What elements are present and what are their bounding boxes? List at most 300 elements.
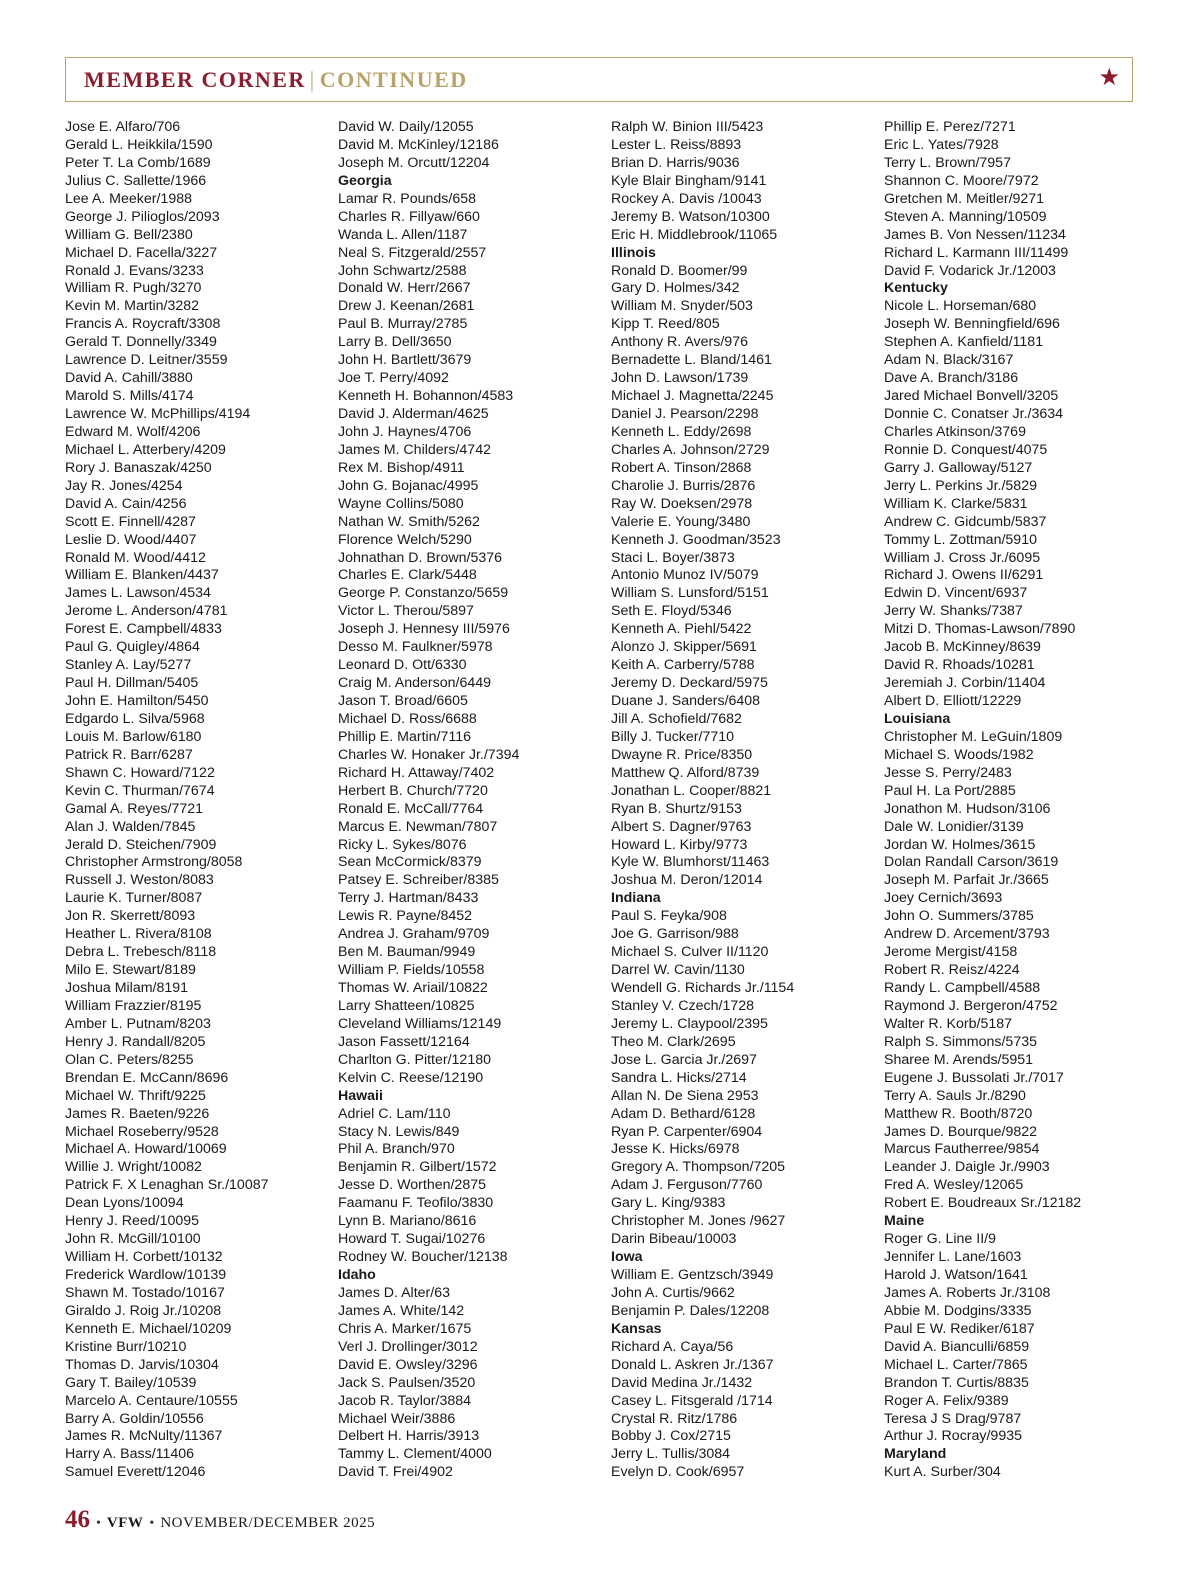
member-entry: James L. Lawson/4534 [65,585,211,602]
member-entry: Donald W. Herr/2667 [338,280,471,297]
member-entry: Eric L. Yates/7928 [884,136,999,153]
state-heading: Illinois [611,244,656,261]
member-entry: Kyle Blair Bingham/9141 [611,172,767,189]
issue-date: NOVEMBER/DECEMBER 2025 [160,1515,376,1531]
member-entry: Adam D. Bethard/6128 [611,1105,756,1122]
names-column-2 [338,119,603,1482]
member-entry: Delbert H. Harris/3913 [338,1428,480,1445]
member-entry: Rodney W. Boucher/12138 [338,1249,508,1266]
member-entry: Phillip E. Perez/7271 [884,119,1016,135]
member-entry: James A. White/142 [338,1302,465,1319]
member-entry: David R. Rhoads/10281 [884,657,1035,674]
member-entry: Ben M. Bauman/9949 [338,944,476,961]
member-entry: Michael D. Facella/3227 [65,244,218,261]
member-entry: Joshua Milam/8191 [65,980,189,996]
member-entry: Paul B. Murray/2785 [338,316,468,333]
member-entry: Shawn M. Tostado/10167 [65,1284,225,1301]
state-heading: Kentucky [884,280,948,297]
member-entry: Gerald T. Donnelly/3349 [65,334,217,351]
member-entry: Charles A. Johnson/2729 [611,441,770,458]
member-entry: James B. Von Nessen/11234 [884,226,1066,243]
member-entry: David A. Cain/4256 [65,495,187,512]
member-entry: David J. Alderman/4625 [338,406,489,422]
member-entry: Cleveland Williams/12149 [338,1015,502,1032]
member-entry: Forest E. Campbell/4833 [65,621,222,638]
member-entry: Keith A. Carberry/5788 [611,657,755,674]
member-entry: Michael W. Thrift/9225 [65,1087,206,1104]
member-entry: Sandra L. Hicks/2714 [611,1069,747,1086]
state-heading: Hawaii [338,1087,383,1104]
member-entry: Florence Welch/5290 [338,531,472,548]
member-entry: Charolie J. Burris/2876 [611,477,756,494]
member-entry: James D. Alter/63 [338,1284,450,1301]
member-entry: Jesse S. Perry/2483 [884,764,1012,781]
page-footer [65,1506,375,1534]
member-entry: Jerry L. Tullis/3084 [611,1446,731,1463]
member-entry: Albert D. Elliott/12229 [884,693,1022,709]
member-entry: Adam J. Ferguson/7760 [611,1177,763,1194]
member-entry: Chris A. Marker/1675 [338,1320,472,1337]
member-entry: Jill A. Schofield/7682 [611,710,742,727]
page-number: 46 [65,1506,90,1533]
member-entry: Gretchen M. Meitler/9271 [884,190,1045,207]
member-entry: Michael A. Howard/10069 [65,1141,227,1158]
member-entry: William M. Snyder/503 [611,298,753,315]
member-entry: Shannon C. Moore/7972 [884,172,1039,189]
member-entry: John D. Lawson/1739 [611,370,749,387]
member-entry: Marcelo A. Centaure/10555 [65,1392,238,1409]
member-entry: Leonard D. Ott/6330 [338,657,467,674]
names-column-1 [65,119,330,1482]
member-entry: Jeremy L. Claypool/2395 [611,1015,768,1032]
member-entry: Bobby J. Cox/2715 [611,1428,731,1445]
member-entry: Kevin M. Martin/3282 [65,298,200,315]
member-entry: James R. McNulty/11367 [65,1428,223,1445]
member-entry: Richard A. Caya/56 [611,1338,734,1355]
member-entry: Harold J. Watson/1641 [884,1267,1028,1283]
state-heading: Maine [884,1213,925,1230]
member-entry: Ray W. Doeksen/2978 [611,495,753,512]
member-entry: Lamar R. Pounds/658 [338,190,477,207]
member-entry: Lynn B. Mariano/8616 [338,1213,477,1230]
member-entry: Crystal R. Ritz/1786 [611,1410,738,1427]
member-entry: Jason Fassett/12164 [338,1033,470,1050]
member-entry: Kurt A. Surber/304 [884,1464,1001,1481]
member-entry: William J. Cross Jr./6095 [884,549,1041,566]
member-entry: Kelvin C. Reese/12190 [338,1069,484,1086]
member-entry: Gary L. King/9383 [611,1195,726,1212]
member-entry: Albert S. Dagner/9763 [611,818,752,835]
member-entry: Kenneth H. Bohannon/4583 [338,388,514,405]
member-entry: Kenneth A. Piehl/5422 [611,621,752,638]
member-entry: Robert A. Tinson/2868 [611,459,752,476]
member-entry: William E. Blanken/4437 [65,567,219,584]
member-entry: Jerome Mergist/4158 [884,944,1018,961]
member-entry: Christopher M. LeGuin/1809 [884,728,1063,745]
member-entry: Julius C. Sallette/1966 [65,172,207,189]
member-entry: Adriel C. Lam/110 [338,1105,451,1122]
member-entry: Fred A. Wesley/12065 [884,1177,1024,1194]
member-entry: Stanley A. Lay/5277 [65,657,192,674]
member-entry: Wendell G. Richards Jr./1154 [611,980,795,996]
member-entry: Gerald L. Heikkila/1590 [65,136,213,153]
member-entry: Michael D. Ross/6688 [338,710,477,727]
member-entry: Brendan E. McCann/8696 [65,1069,229,1086]
member-entry: Rory J. Banaszak/4250 [65,459,212,476]
footer-bullet: • [96,1516,101,1531]
member-entry: Laurie K. Turner/8087 [65,890,203,907]
member-entry: Jeremy D. Deckard/5975 [611,675,768,692]
member-entry: Dave A. Branch/3186 [884,370,1019,387]
member-entry: Frederick Wardlow/10139 [65,1267,227,1283]
member-entry: Jonathan L. Cooper/8821 [611,782,772,799]
state-heading: Idaho [338,1267,376,1283]
member-entry: Marcus E. Newman/7807 [338,818,498,835]
member-entry: Thomas W. Ariail/10822 [338,980,488,996]
member-entry: Neal S. Fitzgerald/2557 [338,244,487,261]
member-entry: Staci L. Boyer/3873 [611,549,735,566]
member-entry: Dwayne R. Price/8350 [611,746,753,763]
member-entry: David M. McKinley/12186 [338,136,499,153]
member-entry: Olan C. Peters/8255 [65,1051,194,1068]
member-entry: Alan J. Walden/7845 [65,818,196,835]
member-entry: Gary T. Bailey/10539 [65,1374,197,1391]
member-entry: William S. Lunsford/5151 [611,585,769,602]
member-entry: Charles R. Fillyaw/660 [338,208,480,225]
state-heading: Indiana [611,890,661,907]
names-column-3 [611,119,876,1482]
member-entry: Ralph W. Binion III/5423 [611,119,764,135]
member-entry: Robert E. Boudreaux Sr./12182 [884,1195,1082,1212]
member-entry: James D. Bourque/9822 [884,1123,1038,1140]
member-entry: John G. Bojanac/4995 [338,477,479,494]
member-entry: Darrel W. Cavin/1130 [611,962,745,979]
member-entry: Michael S. Culver II/1120 [611,944,769,961]
state-heading: Iowa [611,1249,643,1266]
member-entry: Peter T. La Comb/1689 [65,154,211,171]
member-entry: Drew J. Keenan/2681 [338,298,475,315]
member-entry: Paul G. Quigley/4864 [65,639,200,656]
member-entry: Ronald M. Wood/4412 [65,549,206,566]
member-entry: Roger A. Felix/9389 [884,1392,1009,1409]
member-entry: Kenneth L. Eddy/2698 [611,423,752,440]
member-entry: Ronald J. Evans/3233 [65,262,204,279]
member-entry: Randy L. Campbell/4588 [884,980,1041,996]
member-entry: Jeremy B. Watson/10300 [611,208,770,225]
member-entry: Larry B. Dell/3650 [338,334,452,351]
member-entry: Michael J. Magnetta/2245 [611,388,774,405]
member-entry: Debra L. Trebesch/8118 [65,944,217,961]
member-entry: Ronnie D. Conquest/4075 [884,441,1048,458]
member-entry: Seth E. Floyd/5346 [611,603,732,620]
member-entry: Leslie D. Wood/4407 [65,531,197,548]
member-entry: Eugene J. Bussolati Jr./7017 [884,1069,1064,1086]
member-entry: Matthew R. Booth/8720 [884,1105,1033,1122]
member-entry: Lawrence W. McPhillips/4194 [65,406,251,422]
member-entry: Johnathan D. Brown/5376 [338,549,503,566]
member-entry: John H. Bartlett/3679 [338,352,472,369]
member-entry: Jack S. Paulsen/3520 [338,1374,476,1391]
member-entry: Phillip E. Martin/7116 [338,728,472,745]
member-entry: Jerry W. Shanks/7387 [884,603,1023,620]
member-entry: Joe G. Garrison/988 [611,926,739,943]
member-entry: Verl J. Drollinger/3012 [338,1338,478,1355]
member-entry: Gary D. Holmes/342 [611,280,740,297]
member-entry: Walter R. Korb/5187 [884,1015,1013,1032]
member-entry: William E. Gentzsch/3949 [611,1267,774,1283]
member-entry: Evelyn D. Cook/6957 [611,1464,745,1481]
member-entry: John E. Hamilton/5450 [65,693,209,709]
member-entry: Ronald E. McCall/7764 [338,800,484,817]
member-entry: Craig M. Anderson/6449 [338,675,491,692]
member-entry: Patrick R. Barr/6287 [65,746,193,763]
member-entry: Darin Bibeau/10003 [611,1231,737,1248]
member-entry: Ryan P. Carpenter/6904 [611,1123,763,1140]
member-entry: Jose L. Garcia Jr./2697 [611,1051,757,1068]
footer-bullet: • [149,1516,155,1531]
member-entry: Louis M. Barlow/6180 [65,728,202,745]
member-entry: Richard J. Owens II/6291 [884,567,1044,584]
member-entry: Terry L. Brown/7957 [884,154,1011,171]
member-entry: James A. Roberts Jr./3108 [884,1284,1051,1301]
member-entry: Faamanu F. Teofilo/3830 [338,1195,494,1212]
member-entry: Abbie M. Dodgins/3335 [884,1302,1032,1319]
member-entry: Charlton G. Pitter/12180 [338,1051,491,1068]
section-title-main: MEMBER CORNER [84,67,306,92]
member-entry: Michael L. Carter/7865 [884,1356,1028,1373]
member-entry: Paul H. La Port/2885 [884,782,1016,799]
member-entry: Mitzi D. Thomas-Lawson/7890 [884,621,1076,638]
member-entry: Edward M. Wolf/4206 [65,423,201,440]
member-entry: Ralph S. Simmons/5735 [884,1033,1037,1050]
member-entry: Shawn C. Howard/7122 [65,764,215,781]
member-entry: Gregory A. Thompson/7205 [611,1159,786,1176]
member-entry: Lawrence D. Leitner/3559 [65,352,228,369]
member-entry: Harry A. Bass/11406 [65,1446,195,1463]
member-entry: Michael Weir/3886 [338,1410,456,1427]
member-entry: Marold S. Mills/4174 [65,388,194,405]
member-entry: Dean Lyons/10094 [65,1195,184,1212]
member-entry: Andrea J. Graham/9709 [338,926,490,943]
member-entry: Kyle W. Blumhorst/11463 [611,854,770,871]
member-entry: Kipp T. Reed/805 [611,316,720,333]
member-entry: Rex M. Bishop/4911 [338,459,465,476]
member-entry: Dale W. Lonidier/3139 [884,818,1024,835]
member-entry: John A. Curtis/9662 [611,1284,735,1301]
member-entry: Jerome L. Anderson/4781 [65,603,228,620]
member-entry: Richard H. Attaway/7402 [338,764,495,781]
member-entry: Jacob B. McKinney/8639 [884,639,1041,656]
member-entry: Kevin C. Thurman/7674 [65,782,215,799]
member-entry: Lee A. Meeker/1988 [65,190,192,207]
member-entry: Amber L. Putnam/8203 [65,1015,211,1032]
member-entry: David Medina Jr./1432 [611,1374,753,1391]
member-entry: Daniel J. Pearson/2298 [611,406,759,422]
member-entry: Howard T. Sugai/10276 [338,1231,486,1248]
member-entry: Michael S. Woods/1982 [884,746,1034,763]
member-entry: Wanda L. Allen/1187 [338,226,468,243]
member-entry: Stephen A. Kanfield/1181 [884,334,1044,351]
member-entry: Arthur J. Rocray/9935 [884,1428,1022,1445]
member-entry: Joshua M. Deron/12014 [611,872,763,889]
member-entry: Stacy N. Lewis/849 [338,1123,460,1140]
member-entry: Steven A. Manning/10509 [884,208,1047,225]
member-entry: Lewis R. Payne/8452 [338,908,473,925]
member-entry: Nathan W. Smith/5262 [338,513,480,530]
member-entry: Terry J. Hartman/8433 [338,890,479,907]
title-separator: | [309,67,316,92]
member-entry: Jesse D. Worthen/2875 [338,1177,486,1194]
member-entry: Heather L. Rivera/8108 [65,926,212,943]
state-heading: Kansas [611,1320,662,1337]
member-entry: Terry A. Sauls Jr./8290 [884,1087,1026,1104]
member-entry: Anthony R. Avers/976 [611,334,748,351]
member-entry: Tammy L. Clement/4000 [338,1446,492,1463]
member-entry: William K. Clarke/5831 [884,495,1028,512]
member-entry: Jesse K. Hicks/6978 [611,1141,740,1158]
member-entry: Christopher M. Jones /9627 [611,1213,786,1230]
names-column-4 [884,119,1149,1482]
member-entry: Roger G. Line II/9 [884,1231,996,1248]
member-entry: Paul H. Dillman/5405 [65,675,199,692]
member-entry: Thomas D. Jarvis/10304 [65,1356,219,1373]
member-entry: William R. Pugh/3270 [65,280,202,297]
member-entry: Ricky L. Sykes/8076 [338,836,467,853]
member-entry: Jon R. Skerrett/8093 [65,908,196,925]
member-entry: Ronald D. Boomer/99 [611,262,748,279]
member-entry: Theo M. Clark/2695 [611,1033,736,1050]
member-entry: David W. Daily/12055 [338,119,474,135]
member-entry: Andrew C. Gidcumb/5837 [884,513,1047,530]
member-entry: Russell J. Weston/8083 [65,872,214,889]
member-entry: David E. Owsley/3296 [338,1356,478,1373]
member-entry: Charles Atkinson/3769 [884,423,1026,440]
member-entry: John Schwartz/2588 [338,262,467,279]
member-entry: William Frazzier/8195 [65,997,202,1014]
member-entry: David F. Vodarick Jr./12003 [884,262,1056,279]
member-entry: Wayne Collins/5080 [338,495,464,512]
member-entry: Charles E. Clark/5448 [338,567,477,584]
member-entry: Michael Roseberry/9528 [65,1123,219,1140]
member-entry: Jared Michael Bonvell/3205 [884,388,1059,405]
member-entry: Brandon T. Curtis/8835 [884,1374,1029,1391]
member-entry: Patsey E. Schreiber/8385 [338,872,499,889]
member-entry: Kenneth J. Goodman/3523 [611,531,781,548]
member-entry: Duane J. Sanders/6408 [611,693,761,709]
member-entry: Brian D. Harris/9036 [611,154,740,171]
member-entry: Benjamin P. Dales/12208 [611,1302,770,1319]
member-entry: Barry A. Goldin/10556 [65,1410,204,1427]
member-entry: Phil A. Branch/970 [338,1141,455,1158]
member-entry: Donnie C. Conatser Jr./3634 [884,406,1064,422]
member-entry: William H. Corbett/10132 [65,1249,223,1266]
member-entry: Casey L. Fitsgerald /1714 [611,1392,773,1409]
member-entry: Henry J. Randall/8205 [65,1033,206,1050]
member-entry: Teresa J S Drag/9787 [884,1410,1022,1427]
member-entry: Herbert B. Church/7720 [338,782,488,799]
member-entry: Lester L. Reiss/8893 [611,136,742,153]
member-entry: Ryan B. Shurtz/9153 [611,800,742,817]
member-entry: Antonio Munoz IV/5079 [611,567,759,584]
member-entry: David A. Bianculli/6859 [884,1338,1030,1355]
member-entry: Joseph J. Hennesy III/5976 [338,621,510,638]
member-entry: Francis A. Roycraft/3308 [65,316,221,333]
member-entry: Rockey A. Davis /10043 [611,190,762,207]
member-entry: Desso M. Faulkner/5978 [338,639,493,656]
member-entry: Charles W. Honaker Jr./7394 [338,746,520,763]
member-entry: John J. Haynes/4706 [338,423,472,440]
member-entry: David A. Cahill/3880 [65,370,193,387]
member-entry: Benjamin R. Gilbert/1572 [338,1159,497,1176]
member-entry: James M. Childers/4742 [338,441,491,458]
member-entry: Jose E. Alfaro/706 [65,119,181,135]
section-title-continued: CONTINUED [319,67,468,92]
member-entry: Edwin D. Vincent/6937 [884,585,1028,602]
member-entry: Adam N. Black/3167 [884,352,1014,369]
member-entry: Joseph W. Benningfield/696 [884,316,1060,333]
member-entry: William G. Bell/2380 [65,226,193,243]
star-icon: ★ [1098,64,1120,91]
member-entry: Scott E. Finnell/4287 [65,513,196,530]
member-entry: Marcus Fautherree/9854 [884,1141,1040,1158]
member-entry: Joey Cernich/3693 [884,890,1003,907]
member-entry: Jennifer L. Lane/1603 [884,1249,1022,1266]
member-entry: Valerie E. Young/3480 [611,513,751,530]
member-entry: Leander J. Daigle Jr./9903 [884,1159,1050,1176]
member-entry: Jerald D. Steichen/7909 [65,836,217,853]
member-entry: Joseph M. Orcutt/12204 [338,154,490,171]
member-entry: Bernadette L. Bland/1461 [611,352,772,369]
member-entry: Jason T. Broad/6605 [338,693,468,709]
member-entry: Donald L. Askren Jr./1367 [611,1356,774,1373]
member-entry: Patrick F. X Lenaghan Sr./10087 [65,1177,269,1194]
member-entry: George J. Pilioglos/2093 [65,208,220,225]
member-entry: Billy J. Tucker/7710 [611,728,735,745]
member-entry: John R. McGill/10100 [65,1231,201,1248]
member-entry: Robert R. Reisz/4224 [884,962,1020,979]
member-entry: Garry J. Galloway/5127 [884,459,1033,476]
member-entry: Paul E W. Rediker/6187 [884,1320,1035,1337]
member-entry: Jacob R. Taylor/3884 [338,1392,472,1409]
member-entry: Christopher Armstrong/8058 [65,854,243,871]
member-entry: Paul S. Feyka/908 [611,908,727,925]
member-entry: John O. Summers/3785 [884,908,1034,925]
member-entry: Raymond J. Bergeron/4752 [884,997,1058,1014]
member-entry: Milo E. Stewart/8189 [65,962,196,979]
member-entry: Joe T. Perry/4092 [338,370,449,387]
member-entry: Nicole L. Horseman/680 [884,298,1037,315]
member-entry: Dolan Randall Carson/3619 [884,854,1059,871]
state-heading: Maryland [884,1446,947,1463]
member-entry: Andrew D. Arcement/3793 [884,926,1050,943]
member-entry: Howard L. Kirby/9773 [611,836,748,853]
member-entry: Edgardo L. Silva/5968 [65,710,205,727]
member-entry: Sean McCormick/8379 [338,854,482,871]
member-entry: Willie J. Wright/10082 [65,1159,202,1176]
magazine-name: VFW [106,1515,144,1531]
member-entry: Tommy L. Zottman/5910 [884,531,1037,548]
member-entry: Matthew Q. Alford/8739 [611,764,760,781]
member-entry: Larry Shatteen/10825 [338,997,475,1014]
member-entry: George P. Constanzo/5659 [338,585,509,602]
section-header [65,57,1133,102]
member-entry: Jonathon M. Hudson/3106 [884,800,1051,817]
member-entry: Giraldo J. Roig Jr./10208 [65,1302,222,1319]
state-heading: Louisiana [884,710,951,727]
member-entry: Henry J. Reed/10095 [65,1213,200,1230]
member-entry: Richard L. Karmann III/11499 [884,244,1069,261]
member-entry: Jay R. Jones/4254 [65,477,183,494]
